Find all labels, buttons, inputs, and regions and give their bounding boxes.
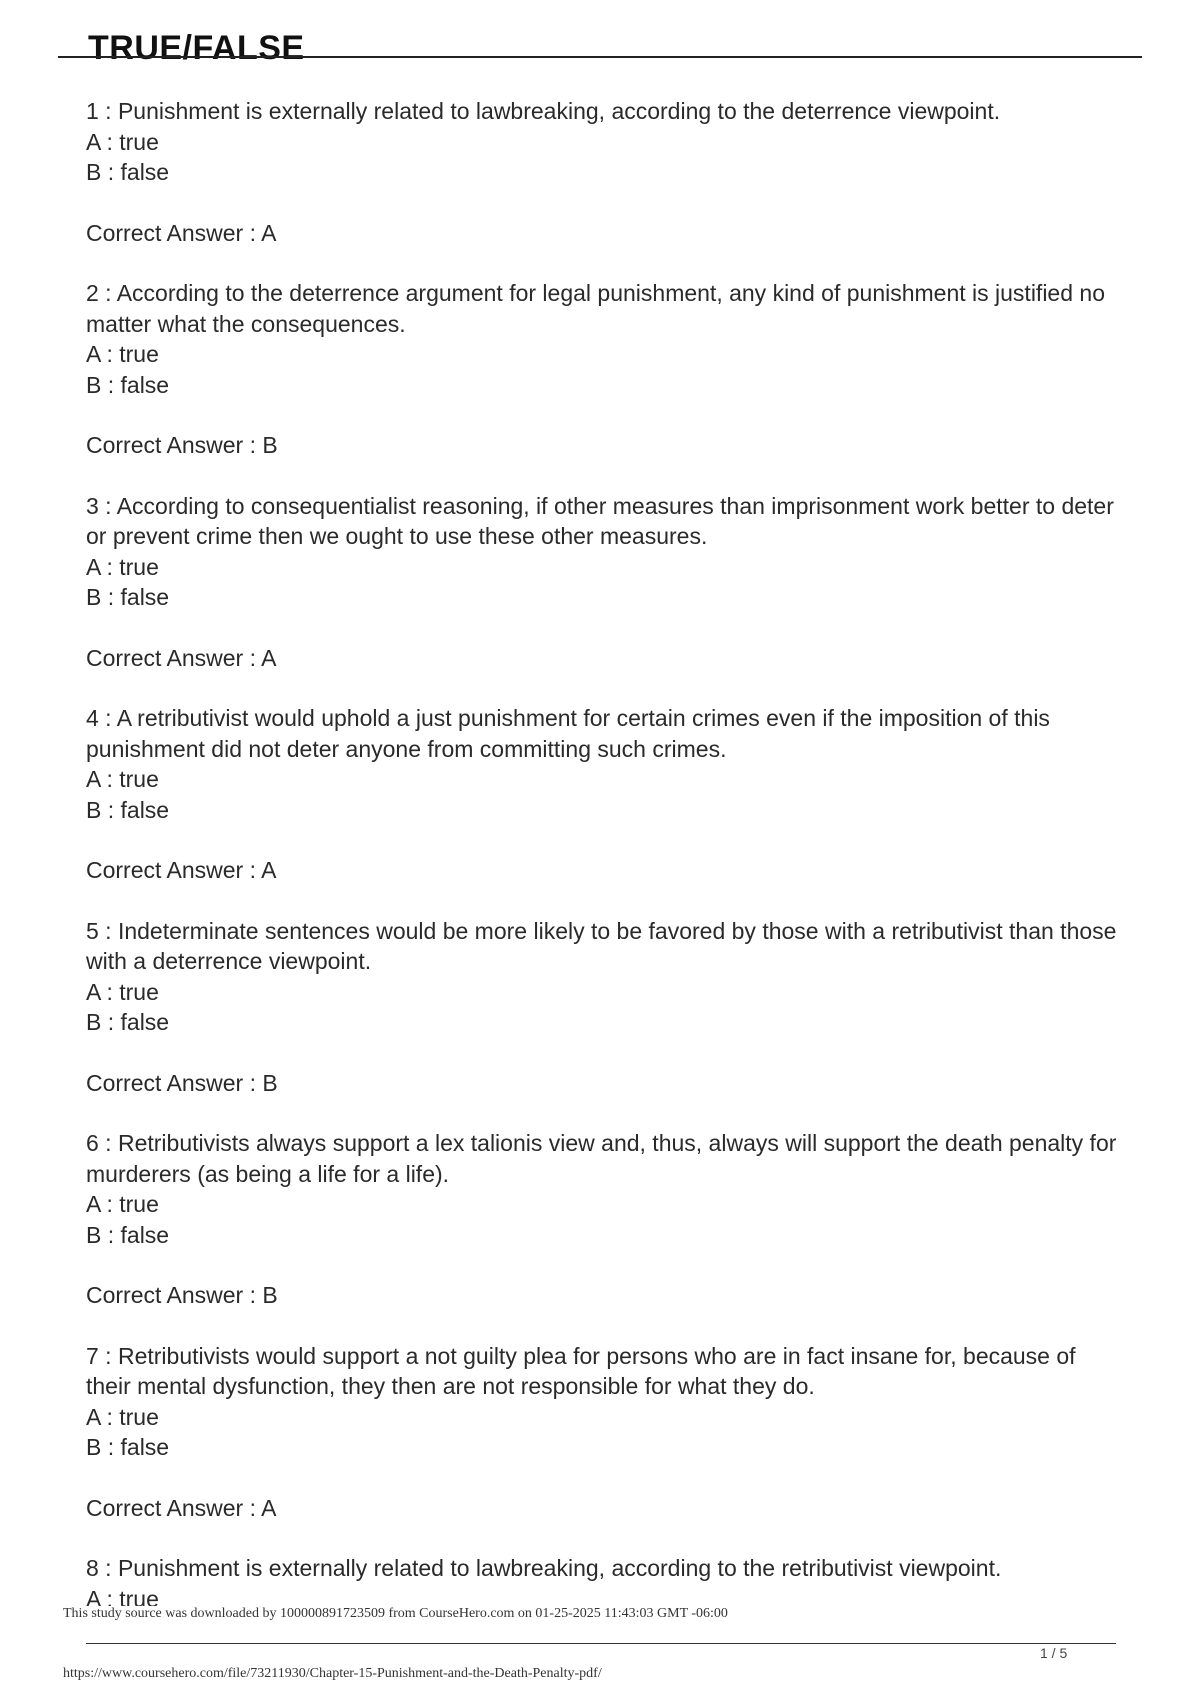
correct-answer: Correct Answer : A: [86, 644, 277, 671]
correct-answer: Correct Answer : A: [86, 1494, 277, 1521]
correct-answer: Correct Answer : B: [86, 1282, 278, 1308]
option-a: A : true: [86, 766, 159, 792]
question-text: 1 : Punishment is externally related to lawbreaking, according to the deterrence viewpoint.: [86, 98, 1001, 124]
question-item: [86, 1128, 1121, 1311]
question-text: 6 : Retributivists always support a lex talionis view and, thus, always will support the death penalty for murderers (as being a life for a life).: [86, 1130, 1117, 1187]
option-a: A : true: [86, 1191, 159, 1217]
question-item: [86, 916, 1121, 1099]
option-b: B : false: [86, 1009, 170, 1035]
question-item: [86, 96, 1121, 248]
option-a: A : true: [86, 978, 159, 1005]
option-b: B : false: [86, 1434, 170, 1460]
option-b: B : false: [86, 371, 170, 398]
question-item: [86, 1553, 1121, 1606]
footer-divider: [86, 1643, 1116, 1644]
correct-answer: Correct Answer : B: [86, 432, 278, 458]
question-text: 8 : Punishment is externally related to lawbreaking, according to the retributivist viewpoint.: [86, 1555, 1002, 1581]
option-b: B : false: [86, 584, 170, 610]
option-a: A : true: [86, 553, 159, 580]
page-header: [58, 29, 1142, 67]
question-text: 7 : Retributivists would support a not guilty plea for persons who are in fact insane for, because of their mental dysfunction, they then are not responsible for what they do.: [86, 1342, 1076, 1399]
correct-answer: Correct Answer : A: [86, 857, 277, 883]
download-notice: This study source was downloaded by 100000891723509 from CourseHero.com on 01-25-2025 11:43:03 GMT -06:00: [63, 1606, 728, 1621]
option-b: B : false: [86, 159, 170, 185]
correct-answer: Correct Answer : B: [86, 1069, 278, 1096]
question-text: 2 : According to the deterrence argument for legal punishment, any kind of punishment is justified no matter what the consequences.: [86, 280, 1105, 337]
question-item: [86, 491, 1121, 674]
source-url-link[interactable]: https://www.coursehero.com/file/73211930/Chapter-15-Punishment-and-the-Death-Penalty-pdf/: [63, 1666, 602, 1681]
question-item: [86, 278, 1121, 461]
option-b: B : false: [86, 1221, 170, 1248]
option-a: A : true: [86, 341, 159, 367]
option-b: B : false: [86, 796, 170, 823]
question-text: 5 : Indeterminate sentences would be more likely to be favored by those with a retributivist than those with a deterrence viewpoint.: [86, 917, 1117, 974]
question-item: [86, 1341, 1121, 1524]
page-number: 1 / 5: [1040, 1645, 1068, 1661]
question-text: 4 : A retributivist would uphold a just punishment for certain crimes even if the imposition of this punishment did not deter anyone from committing such crimes.: [86, 705, 1050, 762]
section-title: TRUE/FALSE: [88, 29, 305, 67]
question-text: 3 : According to consequentialist reasoning, if other measures than imprisonment work better to deter or prevent crime then we ought to use these other measures.: [86, 492, 1114, 549]
correct-answer: Correct Answer : A: [86, 219, 277, 246]
option-a: A : true: [86, 1585, 159, 1606]
title-divider: [58, 56, 1142, 58]
option-a: A : true: [86, 1403, 159, 1430]
question-item: [86, 703, 1121, 886]
question-list: [86, 96, 1121, 1606]
option-a: A : true: [86, 128, 159, 155]
